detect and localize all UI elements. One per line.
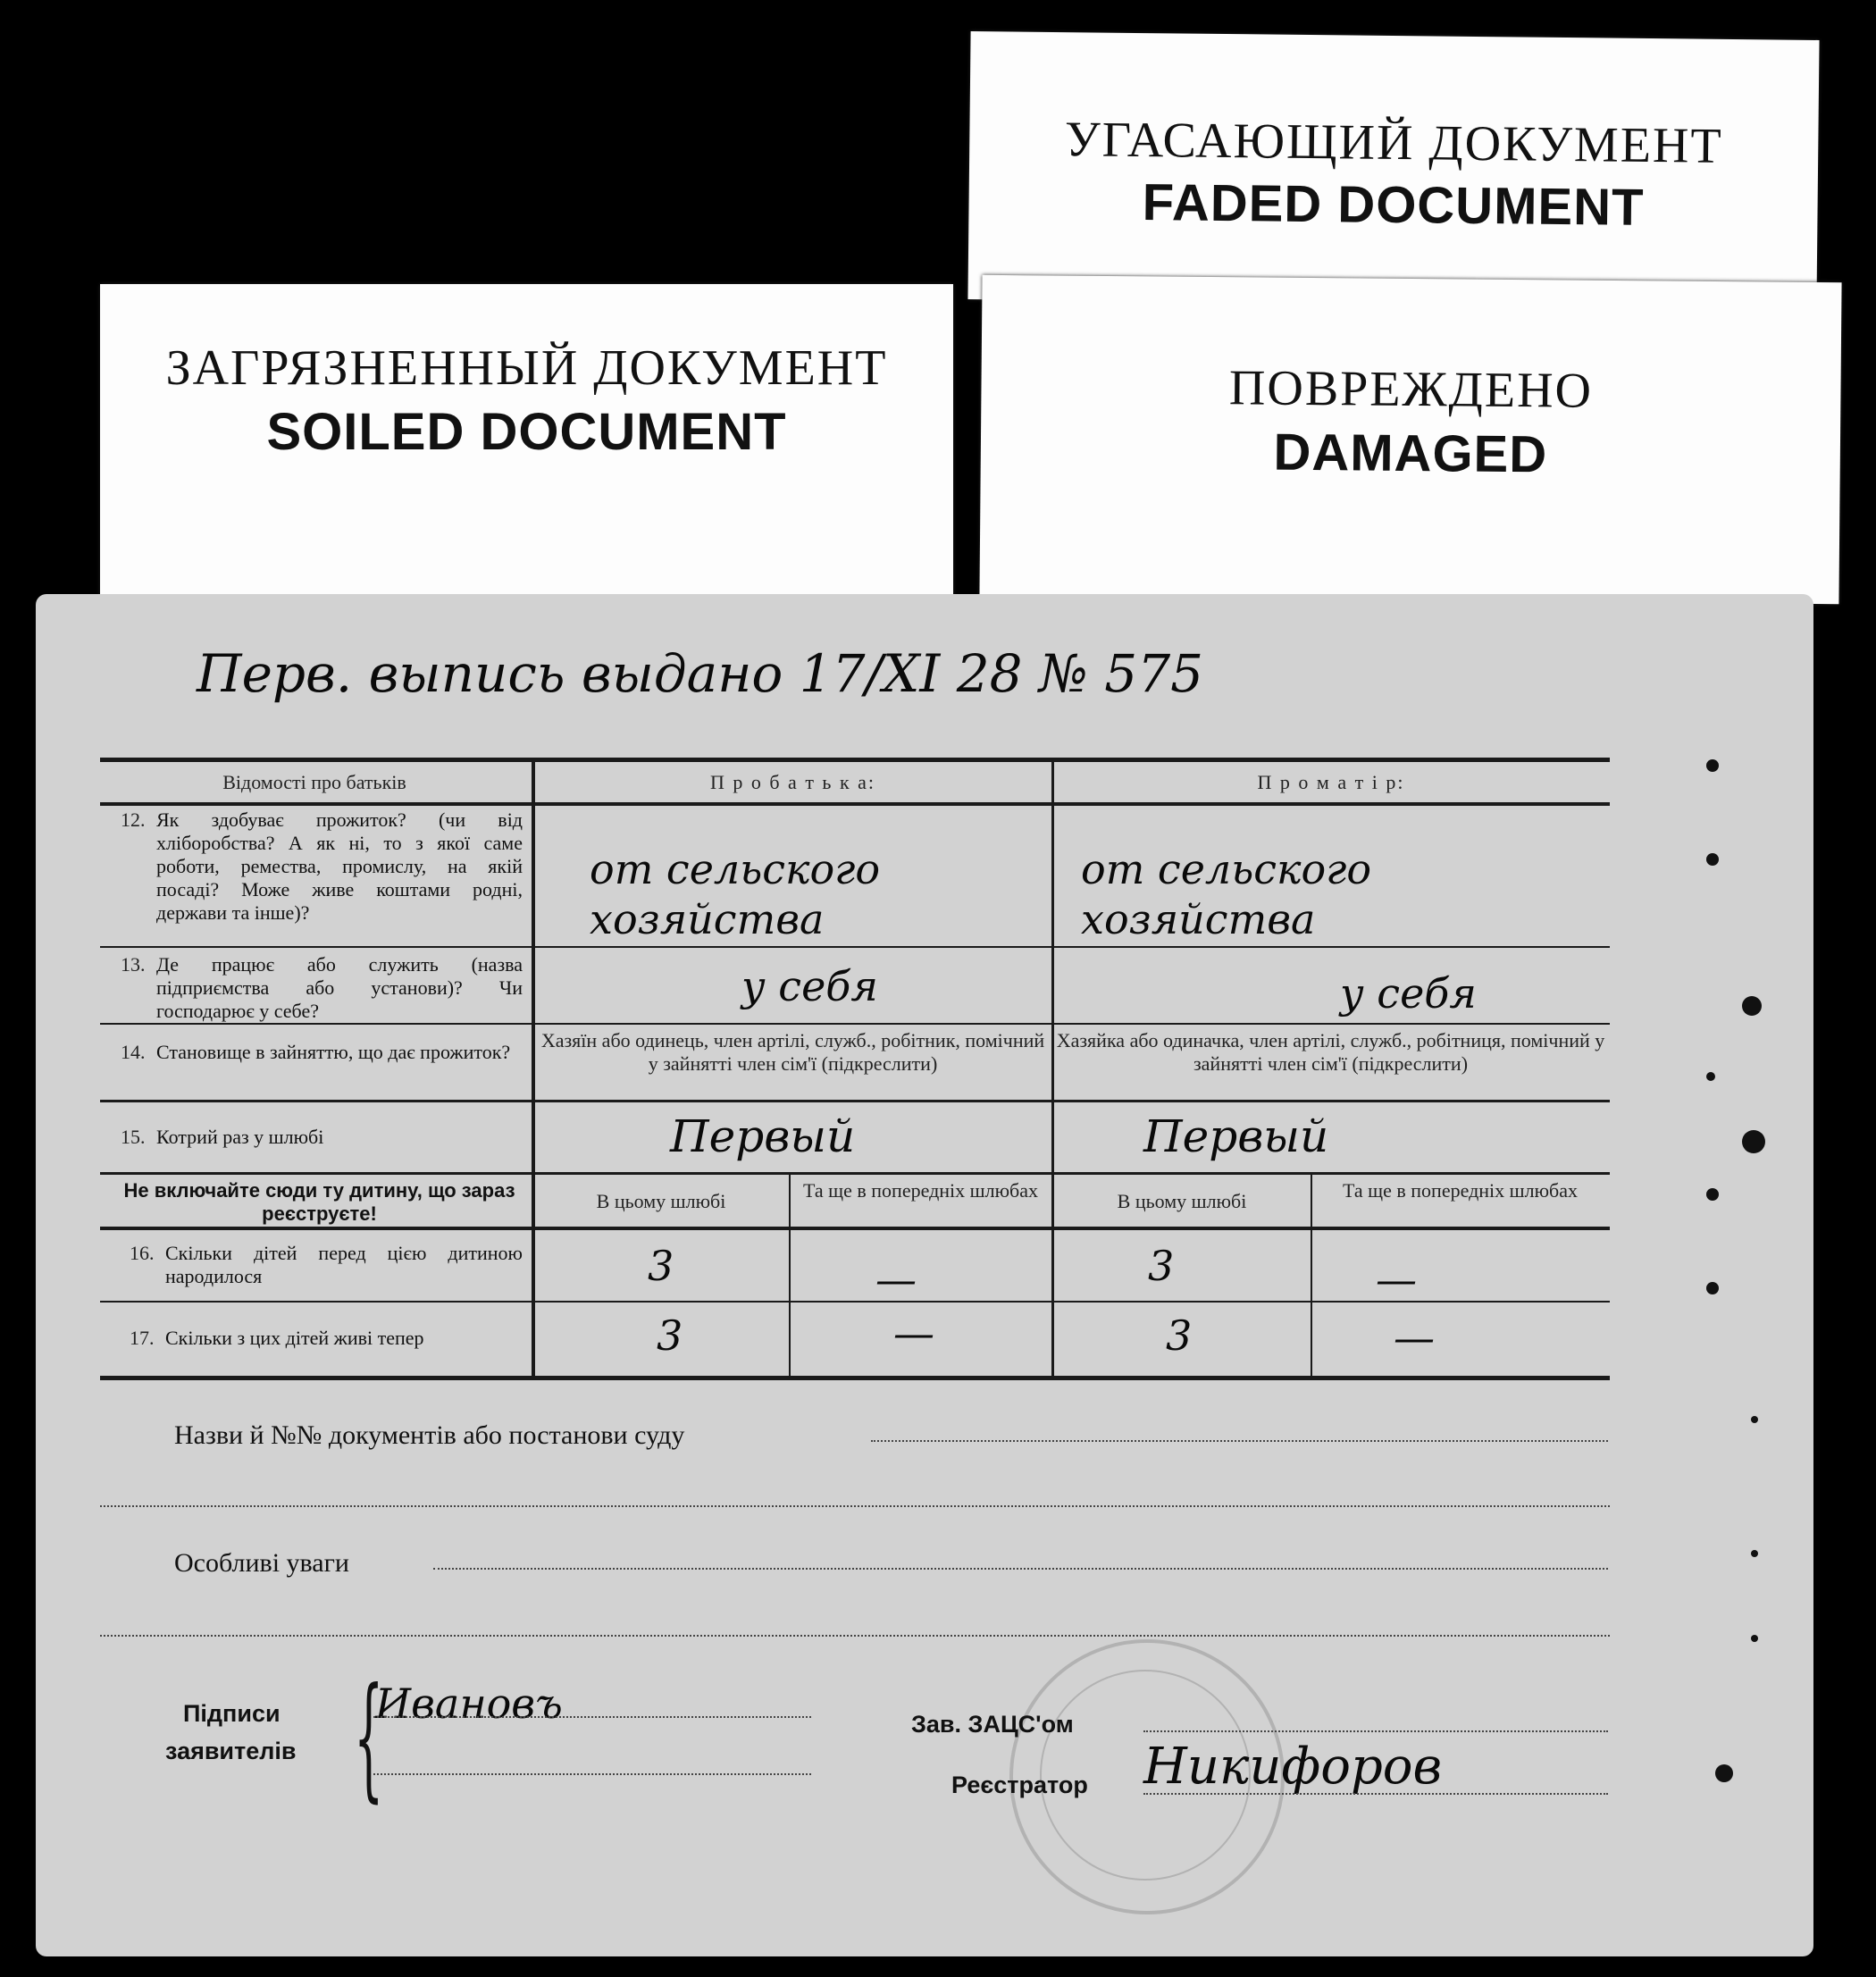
registrar-label: Реєстратор [951, 1772, 1088, 1798]
row15-num: 15. [121, 1126, 146, 1148]
binding-hole [1706, 853, 1719, 866]
table-top-rule [100, 758, 1610, 762]
binding-hole [1751, 1550, 1758, 1557]
row14-father-options: Хазяїн або одинець, член артілі, служб., робітник, помічний у зайнятті член сім'ї (підкреслити) [540, 1029, 1045, 1075]
row13-mother-answer: у себя [1340, 969, 1477, 1018]
col-divider [1051, 758, 1054, 1378]
row14-mother-options: Хазяйка або одиначка, член артілі, служб., робітниця, помічний у зайнятті член сім'ї (підкреслити) [1056, 1029, 1605, 1075]
col-divider [532, 758, 535, 1378]
row16-question: Скільки дітей перед цією дитиною народилося [165, 1242, 523, 1287]
row13-question: Де працює або служить (назва підприємства або установи)? Чи господарює у себе? [156, 953, 523, 1022]
father-in-this-marriage-header: В цьому шлюбі [596, 1190, 726, 1212]
row17-father-prev: — [893, 1309, 934, 1357]
mother-previous-marriages-header: Та ще в попередніх шлюбах [1343, 1179, 1578, 1202]
header-col1: Відомості про батьків [222, 771, 406, 793]
applicant-signature: Ивановъ [375, 1680, 563, 1728]
row17-question: Скільки з цих дітей живі тепер [165, 1327, 424, 1349]
soiled-label-en: SOILED DOCUMENT [266, 403, 787, 461]
col-divider [1311, 1175, 1312, 1378]
row12-mother-answer: от сельского хозяйства [1081, 845, 1372, 943]
applicant-sign-line-1 [373, 1716, 811, 1718]
row16-father-prev: — [875, 1255, 917, 1303]
row13-num: 13. [121, 953, 146, 976]
binding-hole [1751, 1416, 1758, 1423]
damaged-document-label [979, 275, 1841, 604]
applicants-signature-label-2: заявителів [165, 1738, 297, 1764]
row16-mother-prev: — [1376, 1255, 1417, 1303]
row-divider [100, 1172, 1610, 1175]
mother-in-this-marriage-header: В цьому шлюбі [1117, 1190, 1247, 1212]
children-note: Не включайте сюди ту дитину, що зараз реєструєте! [123, 1179, 515, 1225]
binding-hole [1751, 1635, 1758, 1642]
applicant-sign-line-2 [373, 1773, 811, 1775]
row17-mother-prev: — [1394, 1313, 1435, 1361]
table-bottom-rule [100, 1376, 1610, 1380]
row15-mother-answer: Первый [1143, 1110, 1329, 1162]
faded-label-en: FADED DOCUMENT [1142, 173, 1645, 237]
header-father: П р о б а т ь к а: [709, 771, 876, 793]
binding-hole [1742, 1130, 1765, 1153]
damaged-label-en: DAMAGED [1273, 423, 1548, 484]
signature-brace: { [354, 1660, 384, 1815]
row15-father-answer: Первый [670, 1110, 856, 1162]
row-divider [100, 1100, 1610, 1102]
registration-form-card [36, 594, 1813, 1956]
row12-num: 12. [121, 808, 146, 831]
row14-num: 14. [121, 1041, 146, 1063]
damaged-label-ru: ПОВРЕЖДЕНО [1228, 360, 1594, 419]
row16-father-this: 3 [648, 1242, 674, 1290]
row14-question: Становище в зайняттю, що дає прожиток? [156, 1041, 511, 1063]
row17-num: 17. [130, 1327, 155, 1349]
row16-num: 16. [130, 1242, 155, 1264]
row17-mother-this: 3 [1166, 1311, 1193, 1360]
row15-question: Котрий раз у шлюбі [156, 1126, 324, 1148]
faded-label-ru: УГАСАЮЩИЙ ДОКУМЕНТ [1064, 112, 1723, 174]
row12-father-answer: от сельского хозяйства [590, 845, 881, 943]
header-rule [100, 802, 1610, 806]
binding-hole [1715, 1764, 1733, 1782]
notes-line-2 [100, 1635, 1610, 1637]
binding-hole [1706, 1188, 1719, 1201]
row13-father-answer: у себя [741, 962, 878, 1010]
head-of-registry-label: Зав. ЗАЦС'ом [911, 1711, 1074, 1738]
notes-line [433, 1568, 1608, 1570]
binding-hole [1706, 1282, 1719, 1294]
registrar-sign-line [1143, 1793, 1608, 1795]
col-divider [789, 1175, 791, 1378]
binding-hole [1706, 1072, 1715, 1081]
documents-label: Назви й №№ документів або постанови суду [174, 1420, 685, 1450]
row12-question: Як здобуває прожиток? (чи від хліборобства? А як ні, то з якої саме роботи, ремества, промислу, на якій посаді? Може живе коштами родні, держави та інше)? [156, 808, 523, 924]
binding-hole [1742, 996, 1762, 1016]
header-mother: П р о м а т і р: [1257, 771, 1405, 793]
binding-hole [1706, 759, 1719, 772]
row17-father-this: 3 [657, 1311, 683, 1360]
registrar-signature: Никифоров [1143, 1738, 1443, 1796]
soiled-document-label [100, 284, 953, 597]
row16-mother-this: 3 [1148, 1242, 1175, 1290]
top-handwritten-note: Перв. выпись выдано 17/XI 28 № 575 [197, 643, 1204, 704]
documents-line-2 [100, 1505, 1610, 1507]
faded-document-label [967, 31, 1819, 308]
soiled-label-ru: ЗАГРЯЗНЕННЫЙ ДОКУМЕНТ [165, 340, 888, 396]
documents-line [871, 1440, 1608, 1442]
notes-label: Особливі уваги [174, 1548, 349, 1578]
row-divider [100, 946, 1610, 948]
row-divider [100, 1023, 1610, 1025]
father-previous-marriages-header: Та ще в попередніх шлюбах [803, 1179, 1038, 1202]
head-sign-line [1143, 1730, 1608, 1732]
row-divider [100, 1227, 1610, 1230]
applicants-signature-label: Підписи [183, 1700, 281, 1727]
